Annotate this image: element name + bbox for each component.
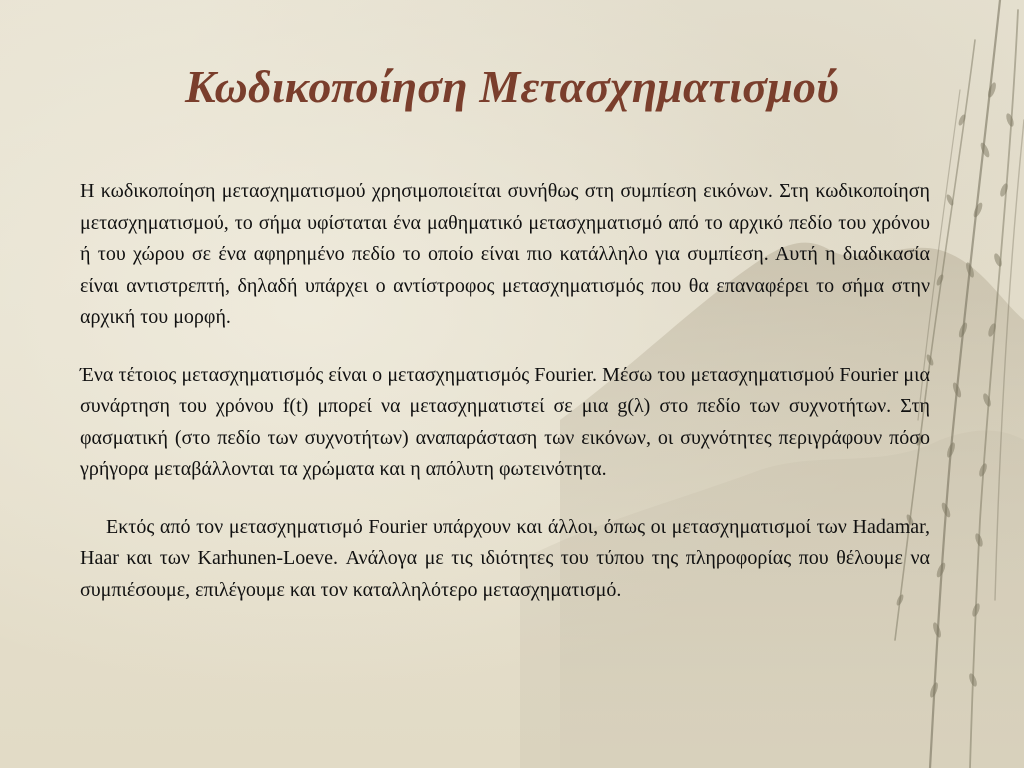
slide-title: Κωδικοποίηση Μετασχηματισμού <box>185 61 839 112</box>
slide-body <box>80 176 930 606</box>
paragraph-fourier: Ένα τέτοιος μετασχηματισμός είναι ο μετασχηματισμός Fourier. Μέσω του μετασχηματισμού Fourier μια συνάρτηση του χρόνου f(t) μπορεί να μετασχηματιστεί σε μια g(λ) στο πεδίο των συχνοτήτων. Στη φασματική (στο πεδίο των συχνοτήτων) αναπαράσταση των εικόνων, οι συχνότητες περιγράφουν πόσο γρήγορα μεταβάλλονται τα χρώματα και η απόλυτη φωτεινότητα. <box>80 363 930 480</box>
paragraph-other-transforms: Εκτός από τον μετασχηματισμό Fourier υπάρχουν και άλλοι, όπως οι μετασχηματισμοί των Hadamar, Haar και των Karhunen-Loeve. Ανάλογα με τις ιδιότητες του τύπου της πληροφορίας που θέλουμε να συμπιέσουμε, επιλέγουμε και τον καταλληλότερο μετασχηματισμό. <box>80 515 930 601</box>
paragraph-intro: Η κωδικοποίηση μετασχηματισμού χρησιμοποιείται συνήθως στη συμπίεση εικόνων. Στη κωδικοποίηση μετασχηματισμού, το σήμα υφίσταται ένα μαθηματικό μετασχηματισμό από το αρχικό πεδίο του χρόνου ή του χώρου σε ένα αφηρημένο πεδίο το οποίο είναι πιο κατάλληλο για συμπίεση. Αυτή η διαδικασία είναι αντιστρεπτή, δηλαδή υπάρχει ο αντίστροφος μετασχηματισμός που θα επαναφέρει το σήμα στην αρχική του μορφή. <box>80 180 930 328</box>
